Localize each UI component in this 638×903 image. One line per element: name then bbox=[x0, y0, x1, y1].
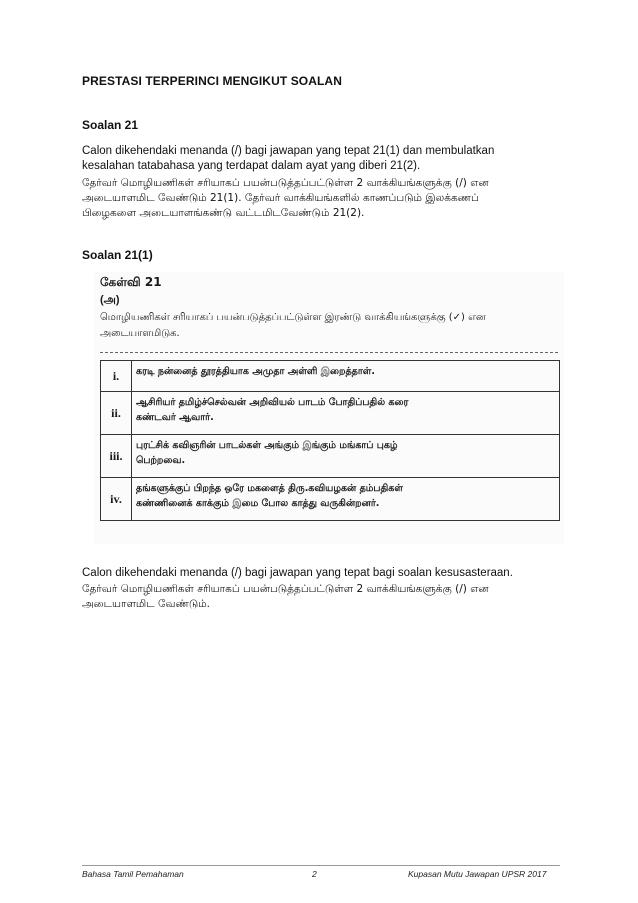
soalan-21-malay-paragraph bbox=[82, 144, 560, 174]
scan-question-title: கேள்வி 21 bbox=[100, 275, 162, 289]
scan-sub-label: (அ) bbox=[100, 294, 120, 306]
table-row bbox=[101, 392, 560, 435]
paragraph-line: kesalahan tatabahasa yang terdapat dalam ayat yang diberi 21(2). bbox=[82, 160, 421, 172]
footer-rule bbox=[82, 865, 560, 866]
paragraph-line: Calon dikehendaki menanda (/) bagi jawapan yang tepat 21(1) dan membulatkan bbox=[82, 145, 495, 157]
paragraph-line: பிழைகளை அடையாளங்கண்டு வட்டமிடவேண்டும் 21(2). bbox=[82, 207, 365, 219]
sentence-line: புரட்சிக் கவிஞரின் பாடல்கள் அங்கும் இங்கும் மங்காப் புகழ் bbox=[136, 440, 398, 451]
soalan-21-1-malay-paragraph bbox=[82, 566, 560, 581]
row-sentence bbox=[132, 361, 560, 392]
paragraph-line: தேர்வர் மொழியணிகள் சரியாகப் பயன்படுத்தப்பட்டுள்ள 2 வாக்கியங்களுக்கு (/) என bbox=[82, 583, 489, 595]
sentence-line: கண்ணினைக் காக்கும் இமை போல காத்து வருகின்றனர். bbox=[136, 498, 380, 509]
soalan-21-tamil-paragraph bbox=[82, 176, 560, 221]
footer-page-number: 2 bbox=[312, 869, 317, 879]
row-sentence bbox=[132, 478, 560, 521]
scan-instruction-line: மொழியணிகள் சரியாகப் பயன்படுத்தப்பட்டுள்ள இரண்டு வாக்கியங்களுக்கு (✓) என bbox=[100, 312, 486, 323]
row-number: iii. bbox=[101, 435, 132, 478]
scan-instruction-line: அடையாளமிடுக. bbox=[100, 328, 180, 339]
table-row bbox=[101, 478, 560, 521]
soalan-21-1-tamil-paragraph bbox=[82, 582, 560, 612]
row-number: iv. bbox=[101, 478, 132, 521]
sentence-line: பெற்றவை. bbox=[136, 455, 186, 466]
scanned-question-image bbox=[94, 272, 564, 544]
row-number: ii. bbox=[101, 392, 132, 435]
scan-instruction bbox=[100, 310, 520, 342]
footer-right: Kupasan Mutu Jawapan UPSR 2017 bbox=[408, 869, 547, 879]
sentence-line: தங்களுக்குப் பிறந்த ஒரே மகளைத் திரு.கவியழகன் தம்பதிகள் bbox=[136, 483, 403, 494]
sentence-line: கண்டவர் ஆவார். bbox=[136, 412, 214, 423]
section-title-soalan-21-1: Soalan 21(1) bbox=[82, 248, 153, 262]
table-row bbox=[101, 361, 560, 392]
scan-dashed-rule bbox=[100, 352, 558, 353]
sentence-line: ஆசிரியர் தமிழ்ச்செல்வன் அறிவியல் பாடம் போதிப்பதில் கரை bbox=[136, 397, 409, 408]
sentence-line: கரடி நன்னைத் தூரத்தியாக அமுதா அள்ளி இறைத்தாள். bbox=[136, 366, 375, 377]
footer-left: Bahasa Tamil Pemahaman bbox=[82, 869, 184, 879]
table-row bbox=[101, 435, 560, 478]
page-heading: PRESTASI TERPERINCI MENGIKUT SOALAN bbox=[82, 74, 342, 88]
paragraph-line: அடையாளமிட வேண்டும். bbox=[82, 598, 210, 610]
paragraph-line: Calon dikehendaki menanda (/) bagi jawapan yang tepat bagi soalan kesusasteraan. bbox=[82, 567, 513, 579]
row-sentence bbox=[132, 392, 560, 435]
paragraph-line: அடையாளமிட வேண்டும் 21(1). தேர்வர் வாக்கியங்களில் காணப்படும் இலக்கணப் bbox=[82, 192, 479, 204]
section-title-soalan-21: Soalan 21 bbox=[82, 118, 139, 132]
paragraph-line: தேர்வர் மொழியணிகள் சரியாகப் பயன்படுத்தப்பட்டுள்ள 2 வாக்கியங்களுக்கு (/) என bbox=[82, 177, 489, 189]
row-number: i. bbox=[101, 361, 132, 392]
question-table bbox=[100, 360, 560, 521]
row-sentence bbox=[132, 435, 560, 478]
